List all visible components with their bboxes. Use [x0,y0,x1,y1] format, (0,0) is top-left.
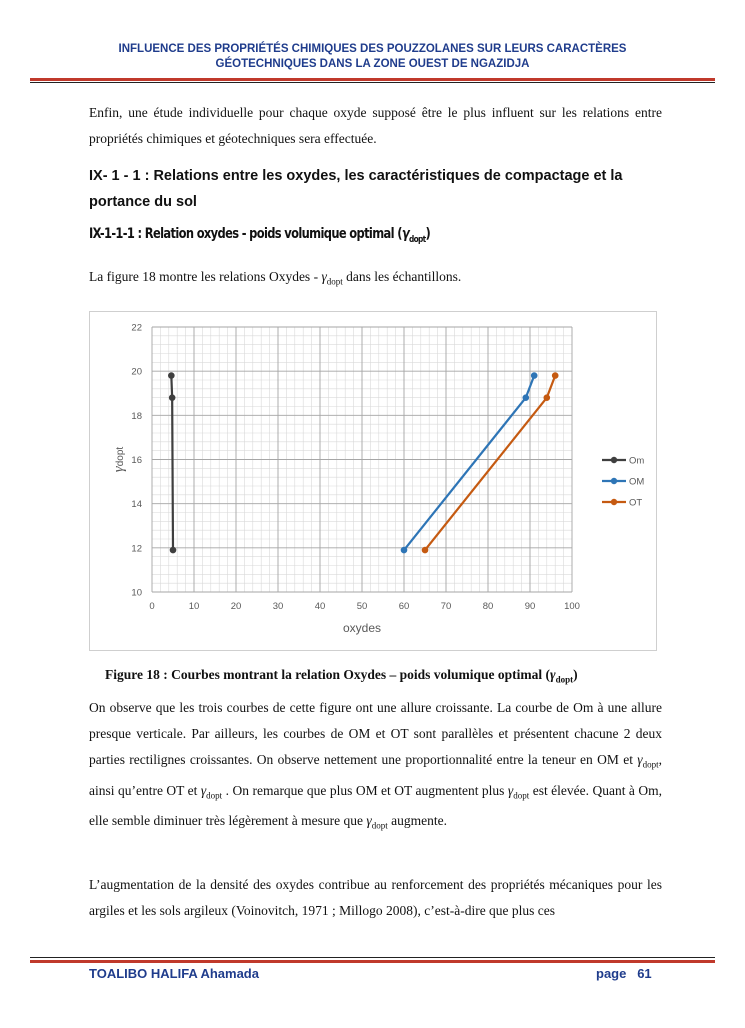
series-line-om [171,376,173,550]
figure-18-chart [89,311,657,651]
data-point-ot [422,547,429,554]
series-line-ot [425,376,555,550]
data-point-om [170,547,177,554]
legend-label-om: OM [629,476,645,488]
x-tick-label: 60 [398,601,410,612]
y-tick-label: 18 [131,410,142,422]
footer-author: TOALIBO HALIFA Ahamada [89,966,259,981]
data-point-om [169,394,176,401]
legend-label-ot: OT [629,497,643,509]
footer-rule-red [30,960,715,963]
x-tick-label: 70 [440,601,452,612]
x-tick-label: 0 [149,601,155,612]
figure-intro: La figure 18 montre les relations Oxydes - $\gamma_{dopt}$ dans les échantillons. [89,269,462,287]
series-line-om [404,376,534,550]
y-axis-title: γdopt [111,446,127,473]
footer-rule-black [30,957,715,958]
section-title: IX- 1 - 1 : Relations entre les oxydes, les caractéristiques de compactage et la portance du sol [89,168,623,210]
y-tick-label: 16 [131,455,142,466]
y-tick-label: 22 [131,322,142,334]
closing-paragraph: L’augmentation de la densité des oxydes contribue au renforcement des propriétés mécaniques pour les argiles et les sols argileux (Voinovitch, 1971 ; Millogo 2008), c’est-à-dire que plus ces [89,877,662,918]
x-axis-title: oxydes [342,621,382,635]
data-point-om [401,547,408,554]
y-tick-label: 14 [131,499,142,511]
header-rule-red [30,78,715,81]
header-line-1: INFLUENCE DES PROPRIÉTÉS CHIMIQUES DES POUZZOLANES SUR LEURS CARACTÈRES [118,43,627,55]
legend-marker-om [611,478,617,484]
x-tick-label: 90 [524,601,536,612]
discussion-paragraph: On observe que les trois courbes de cette figure ont une allure croissante. La courbe de Om à une allure presque verticale. Par ailleurs, les courbes de OM et OT sont parallèles et présentent chacune 2 deux parties rectilignes croissantes. On observe nettement une proportionnalité entre la teneur en OM et $\gamma_{dopt}$, ainsi qu’entre OT et $\gamma_{dopt}$ . On remarque que plus OM et OT augmentent plus $\gamma_{dopt}$ est élevée. Quant à Om, elle semble diminuer très légèrement à mesure que $\gamma_{dopt}$ augmente. [89,700,663,832]
legend-marker-ot [611,499,617,505]
data-point-om [168,372,175,379]
legend-label-om: Om [629,455,645,467]
x-tick-label: 50 [356,601,368,612]
y-tick-label: 10 [131,587,142,599]
x-tick-label: 30 [272,601,284,612]
figure-caption: Figure 18 : Courbes montrant la relation Oxydes – poids volumique optimal $(\gamma_{dopt})$ [105,667,578,685]
x-tick-label: 80 [482,601,494,612]
header-line-2: GÉOTECHNIQUES DANS LA ZONE OUEST DE NGAZIDJA [215,58,530,70]
header-rule-black [30,82,715,83]
chart-svg [90,312,656,650]
data-point-om [523,394,530,401]
legend-marker-om [611,457,617,463]
x-tick-label: 100 [564,601,580,612]
footer-page: page 61 [596,966,652,981]
x-tick-label: 40 [314,601,326,612]
data-point-om [531,372,538,379]
x-tick-label: 10 [188,601,200,612]
y-tick-label: 12 [131,543,142,555]
intro-paragraph: Enfin, une étude individuelle pour chaque oxyde supposé être le plus influent sur les relations entre propriétés chimiques et géotechniques sera effectuée. [89,105,662,146]
subsection-title: IX-1-1-1 : Relation oxydes - poids volumique optimal $(\gamma_{dopt})$ [89,226,431,245]
data-point-ot [552,372,559,379]
y-tick-label: 20 [131,366,142,378]
x-tick-label: 20 [230,601,242,612]
running-header [0,42,745,72]
data-point-ot [544,394,551,401]
